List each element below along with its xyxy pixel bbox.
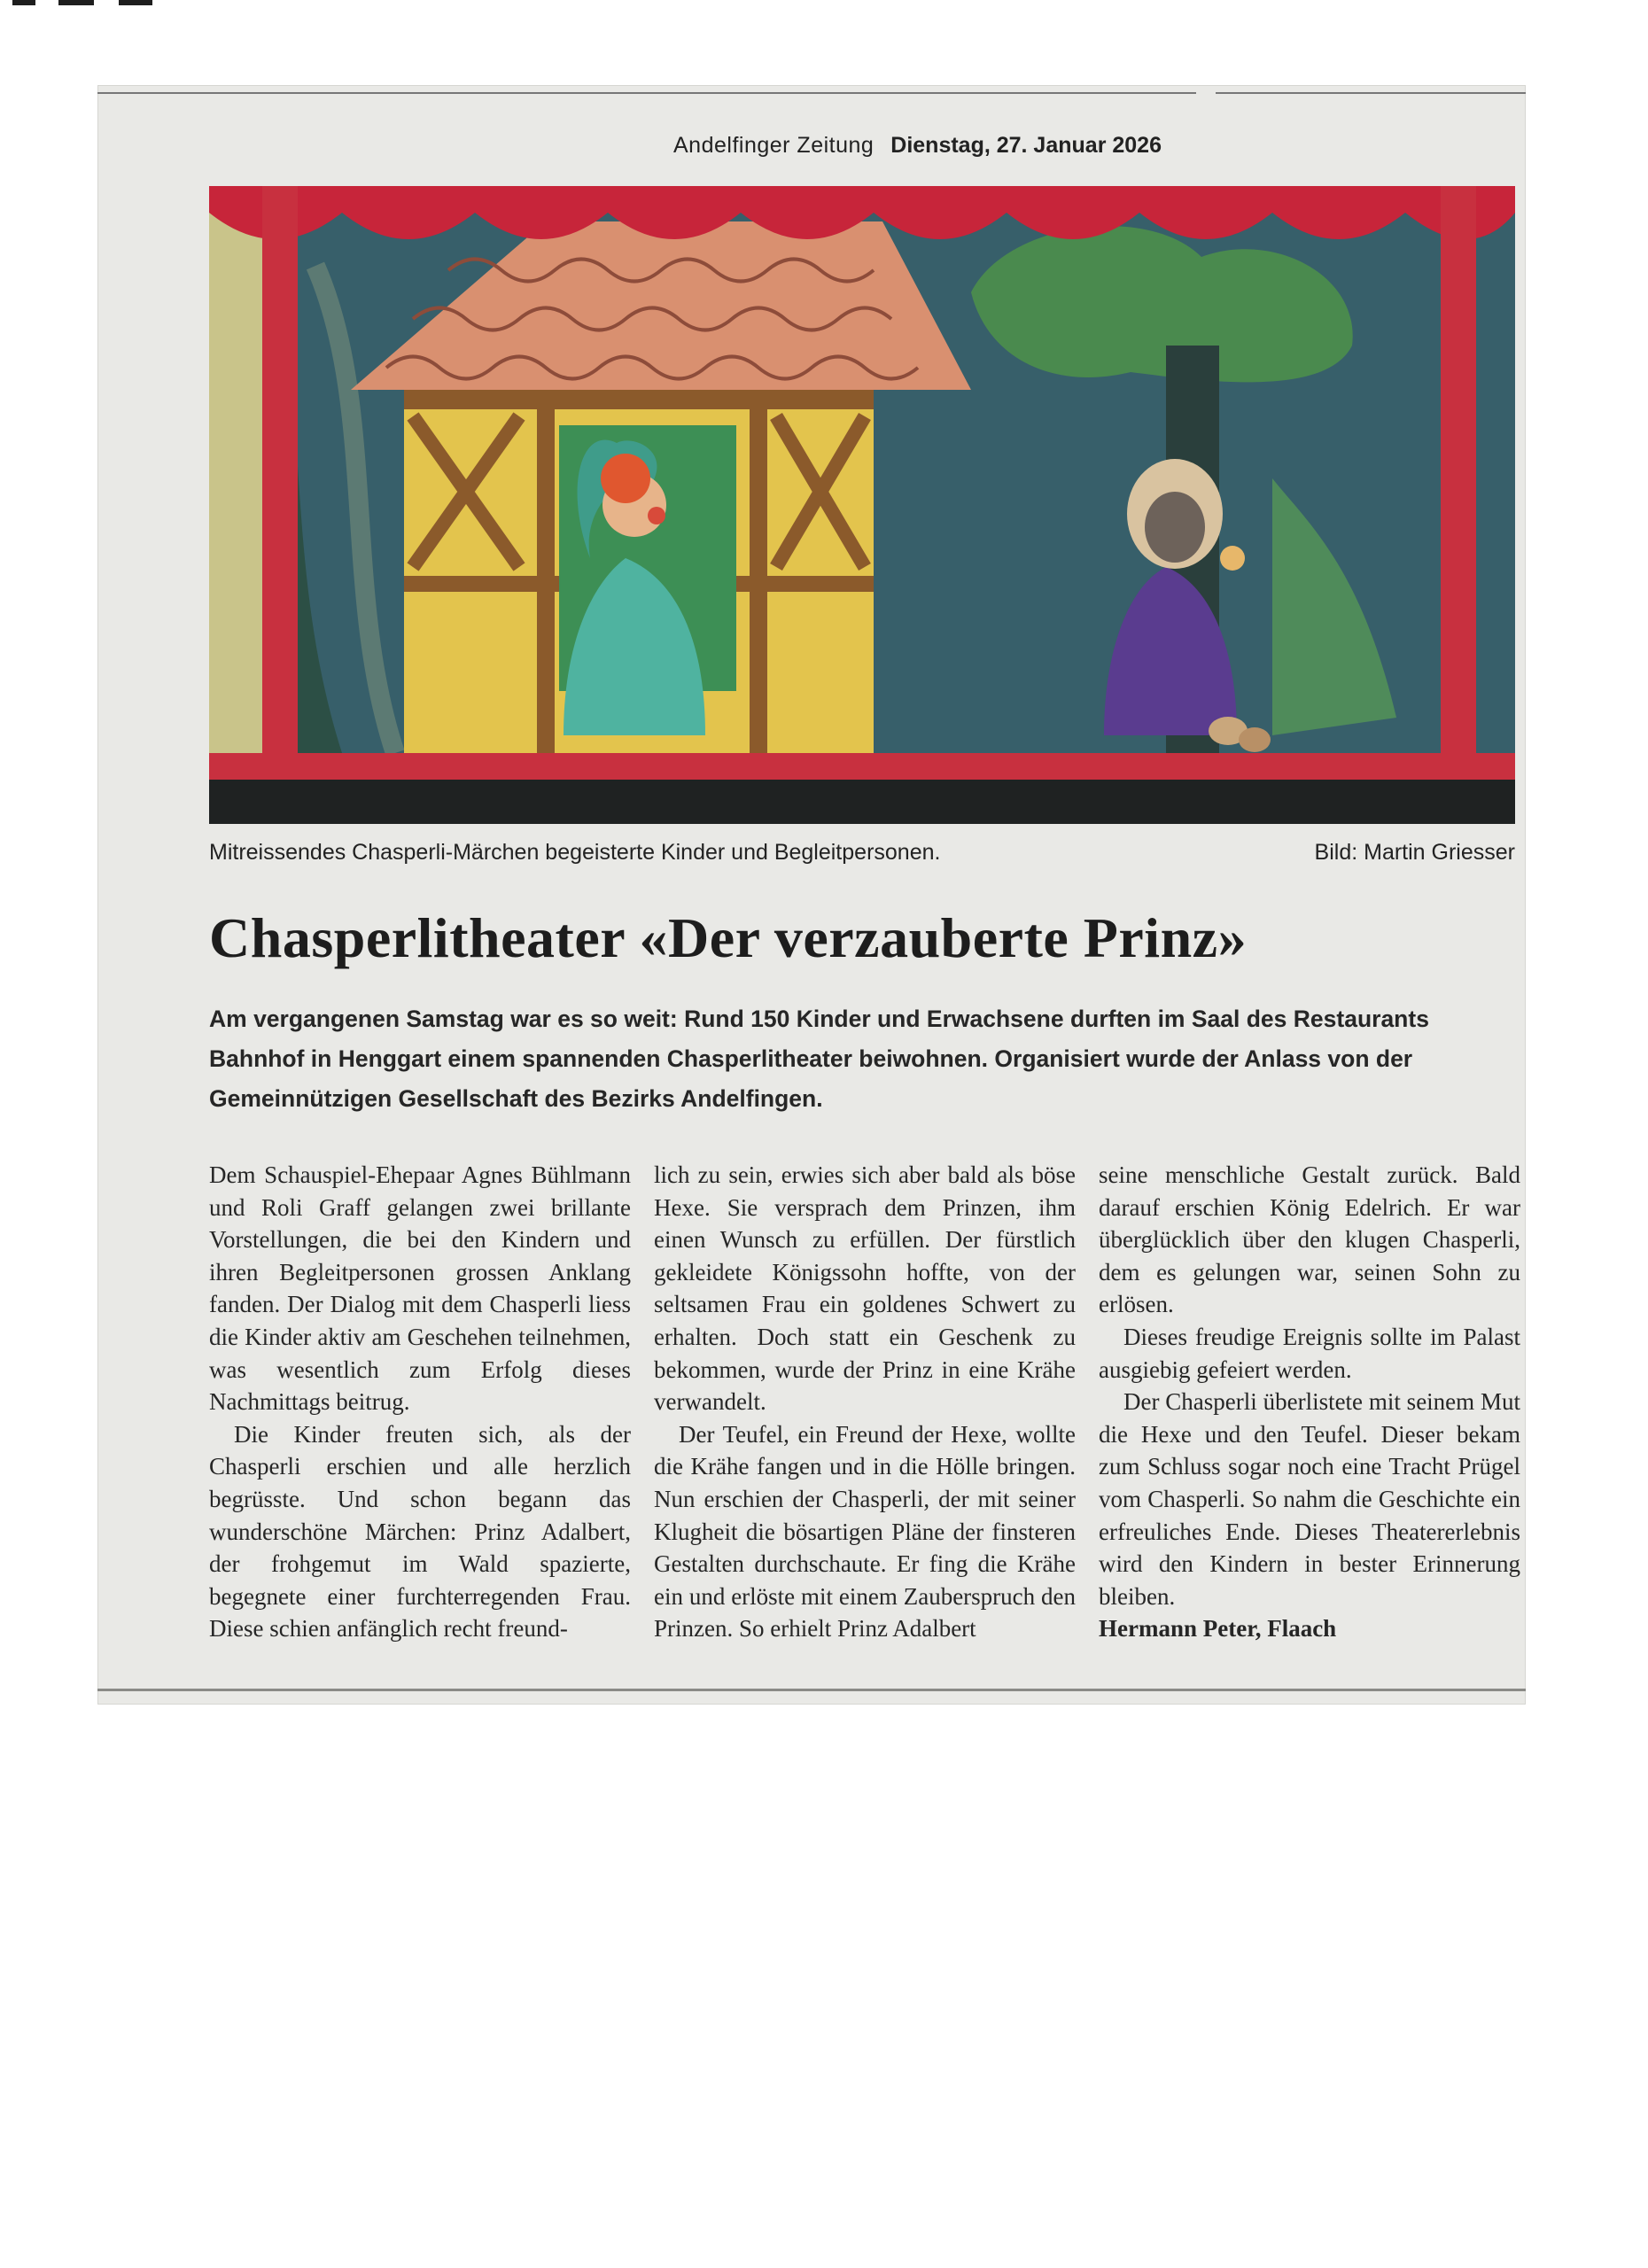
- top-rule-right: [1216, 92, 1526, 94]
- author-byline: Hermann Peter, Flaach: [1099, 1615, 1337, 1643]
- newspaper-name: Andelfinger Zeitung: [673, 133, 875, 158]
- paragraph: Der Chasperli überlistete mit seinem Mut die Hexe und den Teufel. Dieser bekam zum Schluss sogar noch eine Tracht Prügel vom Chasperli. So nahm die Geschichte ein erfreuliches Ende. Dieses Theatererlebnis wird den Kindern in bester Erinnerung bleiben.: [1099, 1388, 1520, 1610]
- masthead: [673, 133, 1162, 159]
- top-rule: [97, 92, 1196, 94]
- article-body: [209, 1159, 1520, 1682]
- paragraph: Der Teufel, ein Freund der Hexe, wollte die Krähe fangen und in die Hölle bringen. Nun erschien der Chasperli, der mit seiner Klugheit die bösartigen Pläne der finsteren Gestalten durchschaute. Er fing die Krähe ein und erlöste mit einem Zauberspruch den Prinzen. So erhielt Prinz Adalbert: [654, 1420, 1076, 1643]
- article-headline: Chasperlitheater «Der verzauberte Prinz»: [209, 906, 1248, 969]
- scan-mark-3: [119, 0, 152, 5]
- paragraph: Die Kinder freuten sich, als der Chasperli erschien und alle herzlich begrüsste. Und schon begann das wunderschöne Märchen: Prinz Adalbert, der frohgemut im Wald spazierte, begegnete einer furchterregenden Frau. Diese schien anfänglich recht freund-: [209, 1420, 631, 1643]
- paragraph: Dieses freudige Ereignis sollte im Palast ausgiebig gefeiert werden.: [1099, 1323, 1520, 1383]
- puppet-theatre-photo: [209, 186, 1515, 824]
- paragraph: lich zu sein, erwies sich aber bald als böse Hexe. Sie versprach dem Prinzen, ihm einen Wunsch zu erfüllen. Der fürstlich gekleidete Königssohn hoffte, von der seltsamen Frau ein goldenes Schwert zu erhalten. Doch statt ein Geschenk zu bekommen, wurde der Prinz in eine Krähe verwandelt.: [654, 1161, 1076, 1416]
- article-lead: Am vergangenen Samstag war es so weit: Rund 150 Kinder und Erwachsene durften im Saal des Restaurants Bahnhof in Henggart einem spannenden Chasperlitheater beiwohnen. Organisiert wurde der Anlass von der Gemeinnützigen Gesellschaft des Bezirks Andelfingen.: [209, 1006, 1429, 1112]
- scan-mark-1: [12, 0, 35, 5]
- column-1: [209, 1159, 631, 1682]
- newspaper-clipping: [97, 85, 1526, 1705]
- caption-text: Mitreissendes Chasperli-Märchen begeisterte Kinder und Begleitpersonen.: [209, 840, 941, 865]
- photo-credit: Bild: Martin Griesser: [1314, 840, 1515, 865]
- photo-caption: [209, 840, 1515, 866]
- column-2: [654, 1159, 1076, 1682]
- paragraph: seine menschliche Gestalt zurück. Bald darauf erschien König Edelrich. Er war überglücklich über den klugen Chasperli, dem es gelungen war, seinen Sohn zu erlösen.: [1099, 1161, 1520, 1318]
- column-3: [1099, 1159, 1520, 1682]
- paragraph: Dem Schauspiel-Ehepaar Agnes Bühlmann und Roli Graff gelangen zwei brillante Vorstellungen, die bei den Kindern und ihren Begleitpersonen grossen Anklang fanden. Der Dialog mit dem Chasperli liess die Kinder aktiv am Geschehen teilnehmen, was wesentlich zum Erfolg dieses Nachmittags beitrug.: [209, 1161, 631, 1416]
- scan-mark-2: [58, 0, 94, 5]
- issue-date: Dienstag, 27. Januar 2026: [890, 133, 1162, 158]
- bottom-rule: [97, 1689, 1526, 1691]
